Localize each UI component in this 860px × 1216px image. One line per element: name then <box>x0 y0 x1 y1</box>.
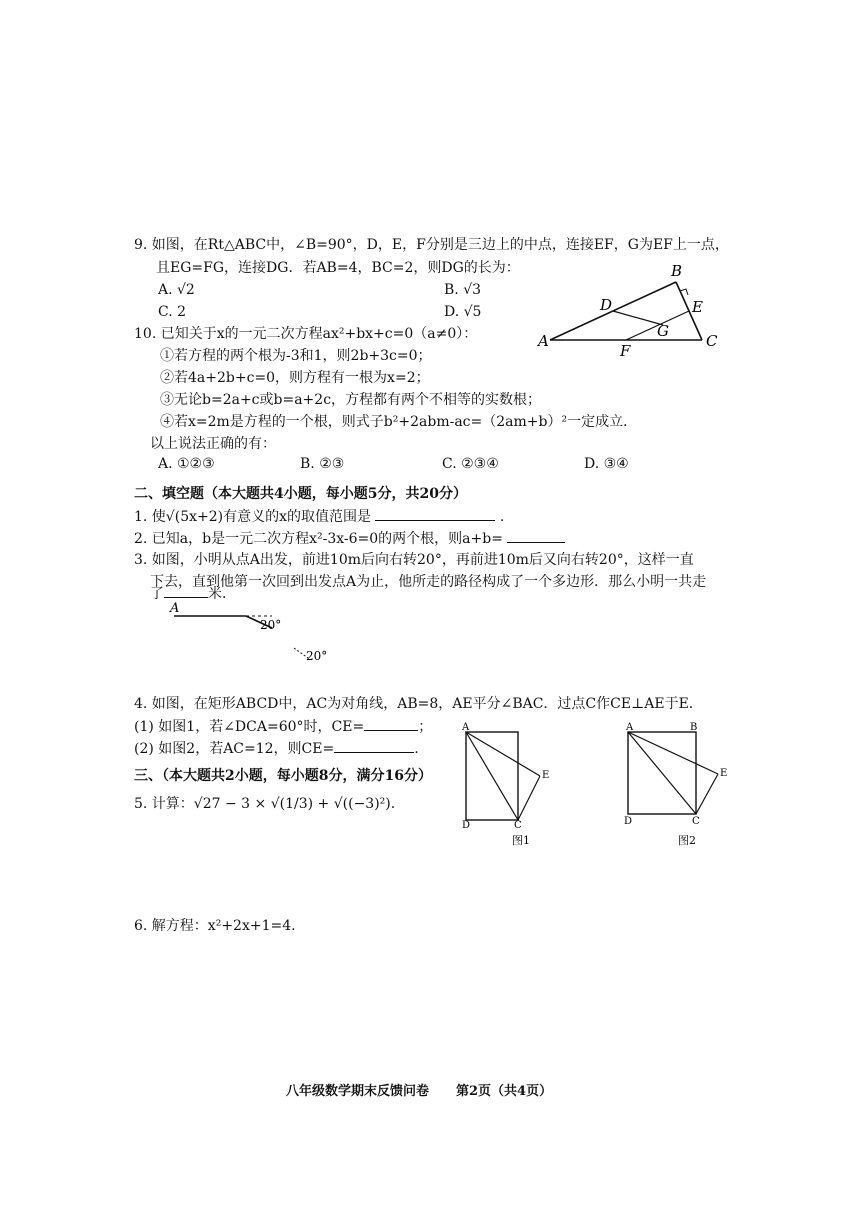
fill-q2 <box>134 528 565 549</box>
q10-option-d: D. ③④ <box>584 456 629 472</box>
fill-q3-line1: 3. 如图，小明从点A出发，前进10m后向右转20°，再前进10m后又向右转20°，这样一直 <box>134 552 694 568</box>
q4-figure-1 <box>456 720 566 850</box>
q10-stem: 10. 已知关于x的一元二次方程ax²+bx+c=0（a≠0）： <box>134 326 478 342</box>
fig2-label-b: B <box>690 722 698 733</box>
q9-option-a: A. √2 <box>158 282 195 298</box>
fig2-label-e: E <box>720 768 728 779</box>
footer-title: 八年级数学期末反馈问卷 <box>286 1084 430 1099</box>
footer-page: 第2页（共4页） <box>456 1084 553 1099</box>
fill-q4-part1-text: (1) 如图1，若∠DCA=60°时，CE= <box>134 719 365 735</box>
q10-item-2: ②若4a+2b+c=0，则方程有一根为x=2； <box>160 370 430 386</box>
q10-item-4: ④若x=2m是方程的一个根，则式子b²+2abm-ac=（2am+b）²一定成立． <box>160 414 638 430</box>
fill-q1: 1. 使√(5x+2)有意义的x的取值范围是 . <box>134 506 504 527</box>
fill-q3-line2: 下去，直到他第一次回到出发点A为止，他所走的路径构成了一个多边形．那么小明一共走 <box>150 574 707 590</box>
fill-q3-suffix: 米. <box>208 586 227 602</box>
fill-q4-part2: (2) 如图2，若AC=12，则CE= . <box>134 738 419 759</box>
q9-line1: 9. 如图，在Rt△ABC中，∠B=90°，D，E，F分别是三边上的中点，连接EF，G为EF上一点， <box>134 237 729 253</box>
fig2-label-d: D <box>624 816 633 827</box>
section2-heading: 二、填空题（本大题共4小题，每小题5分，共20分） <box>134 486 467 502</box>
q10-item-1: ①若方程的两个根为-3和1，则2b+3c=0； <box>160 348 432 364</box>
fill-q4-part1: (1) 如图1，若∠DCA=60°时，CE= ； <box>134 716 432 737</box>
q9-triangle-figure <box>530 258 730 358</box>
fill-q1-text: 1. 使√(5x+2)有意义的x的取值范围是 <box>134 509 371 525</box>
fill-q4-part2-blank <box>334 738 414 753</box>
fig2-label-c: C <box>692 816 700 827</box>
q3-path-figure <box>160 598 360 670</box>
label-f: F <box>620 342 631 358</box>
fig2-caption: 图2 <box>678 834 696 847</box>
label-c: C <box>706 332 718 350</box>
q4-figure-2 <box>618 720 738 850</box>
q9-option-c: C. 2 <box>158 304 187 320</box>
fill-q4-part1-blank <box>364 716 418 731</box>
fig1-label-c: C <box>514 820 522 831</box>
q10-item-3: ③无论b=2a+c或b=a+2c，方程都有两个不相等的实数根； <box>160 392 542 408</box>
fig1-label-e: E <box>542 770 550 781</box>
q10-prompt: 以上说法正确的有： <box>150 436 276 452</box>
fig1-caption: 图1 <box>512 834 530 847</box>
fig1-label-d: D <box>462 820 471 831</box>
q10-option-b: B. ②③ <box>300 456 345 472</box>
q9-line2: 且EG=FG，连接DG．若AB=4，BC=2，则DG的长为： <box>156 260 520 276</box>
fill-q4-part2-text: (2) 如图2，若AC=12，则CE= <box>134 741 335 757</box>
section3-heading: 三、（本大题共2小题，每小题8分，满分16分） <box>134 768 432 784</box>
calc-q5: 5. 计算：√27 − 3 × √(1/3) + √((−3)²). <box>134 796 396 812</box>
q10-option-c: C. ②③④ <box>442 456 499 472</box>
fill-q1-blank <box>375 506 495 521</box>
solve-q6: 6. 解方程：x²+2x+1=4. <box>134 918 296 934</box>
label-e: E <box>692 298 703 316</box>
fill-q4-line1: 4. 如图，在矩形ABCD中，AC为对角线，AB=8，AE平分∠BAC．过点C作CE⊥AE于E． <box>134 696 703 712</box>
path-label-a: A <box>170 601 180 616</box>
angle-label-1: 20° <box>260 618 282 632</box>
fill-q3-blank <box>164 583 208 598</box>
q10-option-a: A. ①②③ <box>158 456 215 472</box>
label-b: B <box>671 262 683 280</box>
angle-label-2: 20° <box>306 649 328 663</box>
label-g: G <box>657 322 669 340</box>
fill-q2-blank <box>507 528 565 543</box>
fig2-label-a: A <box>626 722 634 733</box>
fig1-label-a: A <box>462 722 470 733</box>
fill-q3-prefix: 了 <box>150 586 164 602</box>
q9-option-d: D. √5 <box>444 304 482 320</box>
fill-q2-text: 2. 已知a，b是一元二次方程x²-3x-6=0的两个根，则a+b= <box>134 531 503 547</box>
label-d: D <box>600 296 613 314</box>
label-a: A <box>538 332 549 350</box>
q9-option-b: B. √3 <box>444 282 482 298</box>
